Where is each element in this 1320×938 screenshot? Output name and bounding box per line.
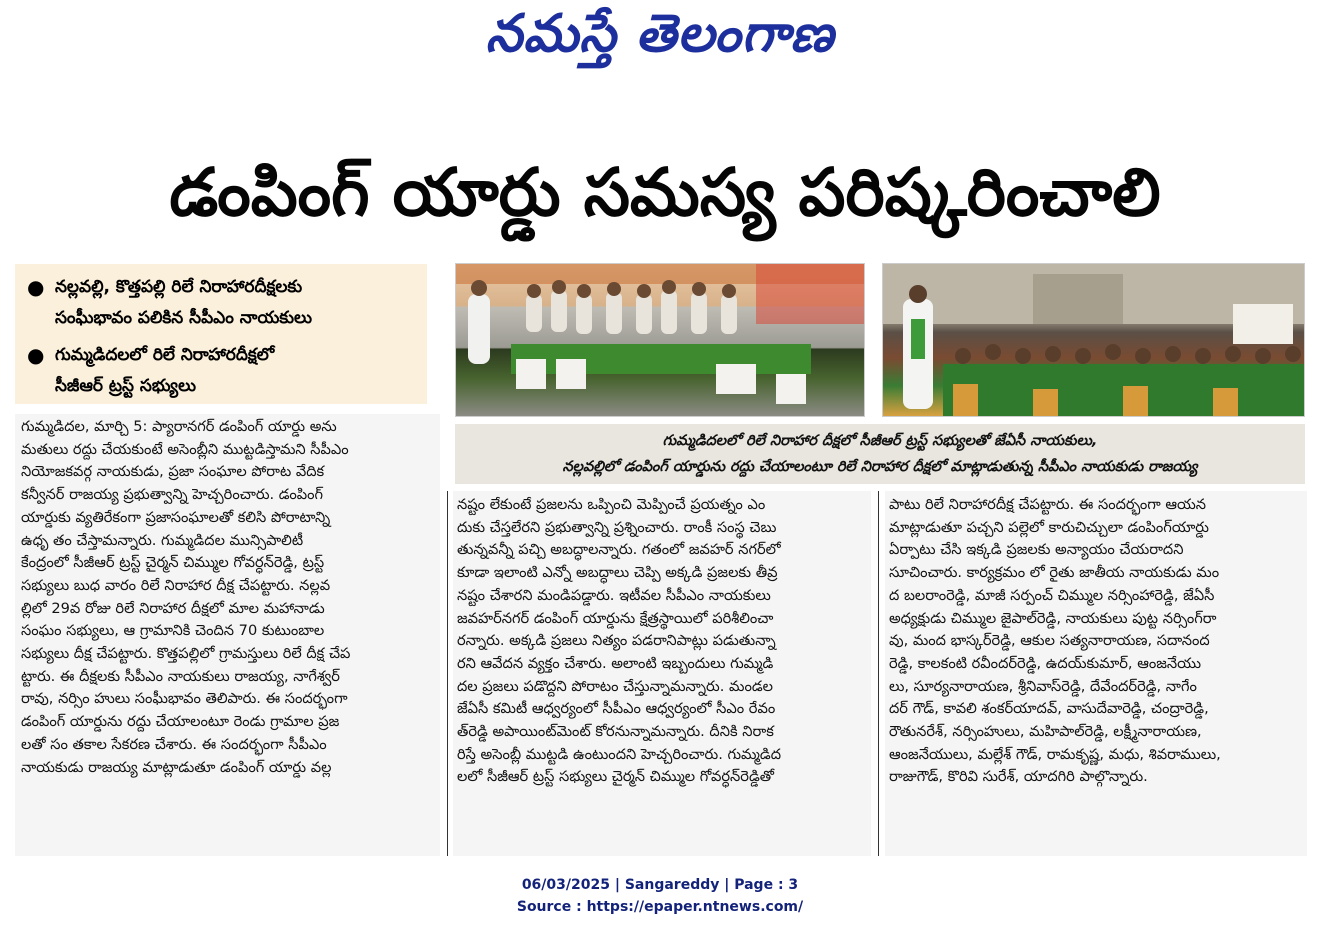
article-line: త్‌రెడ్డి అపాయింట్‌మెంట్ కోరనున్నామన్నారు. దీనికి నిరాక bbox=[457, 723, 774, 741]
caption-line: గుమ్మడిదలలో రిలే నిరాహార దీక్షలో సీజీఆర్ ట్రస్ట్ సభ్యులతో జేఏసీ నాయకులు, bbox=[662, 433, 1098, 449]
article-line: రాజుగౌడ్, కొరివి సురేశ్, యాదగిరి పాల్గొన్నారు. bbox=[889, 768, 1148, 786]
bullet-icon: ● bbox=[27, 343, 45, 367]
article-line: రిస్తే అసెంబ్లీ ముట్టడి ఉంటుందని హెచ్చరించారు. గుమ్మడిద bbox=[457, 745, 782, 763]
article-line: కేంద్రంలో సీజీఆర్ ట్రస్ట్ చైర్మన్ చిమ్ముల గోవర్ధన్‌రెడ్డి, ట్రస్ట్ bbox=[21, 554, 325, 572]
article-line: మతులు రద్దు చేయకుంటే అసెంబ్లీని ముట్టడిస్తామని సీపీఎం bbox=[21, 440, 349, 458]
article-line: ఏర్పాటు చేసి ఇక్కడి ప్రజలకు అన్యాయం చేయరాదని bbox=[889, 541, 1184, 559]
article-line: రెడ్డి, కాలకంటి రవీందర్‌రెడ్డి, ఉదయ్‌కుమార్, ఆంజనేయు bbox=[889, 654, 1201, 672]
photo-speaker-crowd bbox=[882, 263, 1305, 417]
column-divider bbox=[878, 491, 879, 856]
headline bbox=[20, 140, 1310, 245]
headline-text: డంపింగ్ యార్డు సమస్య పరిష్కరించాలి bbox=[169, 153, 1161, 231]
article-line: రని ఆవేదన వ్యక్తం చేశారు. అలాంటి ఇబ్బందులు గుమ్మడి bbox=[457, 654, 774, 672]
article-line: నష్టం చేశారని మండిపడ్డారు. ఇటీవల సీపీఎం నాయకులు bbox=[457, 586, 771, 604]
article-line: కూడా ఇలాంటి ఎన్నో అబద్ధాలు చెప్పి అక్కడి ప్రజలకు తీవ్ర bbox=[457, 564, 778, 582]
article-line: నియోజకవర్గ నాయకుడు, ప్రజా సంఘాల పోరాట వేదిక bbox=[21, 463, 325, 481]
article-line: రౌతునరేశ్, నర్సింహులు, మహిపాల్‌రెడ్డి, లక్ష్మీనారాయణ, bbox=[889, 723, 1202, 741]
bullet-icon: ● bbox=[27, 275, 45, 299]
article-line: నష్టం లేకుంటే ప్రజలను ఒప్పించి మెప్పించే ప్రయత్నం ఎం bbox=[457, 496, 766, 513]
column-divider bbox=[447, 491, 448, 856]
photo-caption bbox=[455, 424, 1305, 484]
highlights-box bbox=[15, 264, 427, 404]
masthead-title: నమస్తే తెలంగాణ bbox=[485, 3, 835, 64]
article-line: ఆంజనేయులు, మల్లేశ్ గౌడ్, రామకృష్ణ, మధు, శివరాములు, bbox=[889, 745, 1221, 763]
footer-dateline: 06/03/2025 | Sangareddy | Page : 3 bbox=[521, 877, 799, 893]
article-column-right bbox=[885, 491, 1307, 856]
article-column-middle bbox=[453, 491, 871, 856]
highlight-item bbox=[27, 340, 417, 402]
article-line: దల ప్రజలు పడొద్దని పోరాటం చేస్తున్నామన్నారు. మండల bbox=[457, 677, 773, 695]
article-line: గుమ్మడిదల, మార్చి 5: ప్యారానగర్ డంపింగ్ యార్డు అను bbox=[21, 418, 337, 435]
footer-source: Source : https://epaper.ntnews.com/ bbox=[516, 899, 804, 915]
article-line: ఉధృ తం చేస్తామన్నారు. గుమ్మడిదల మున్సిపాలిటీ bbox=[21, 531, 304, 549]
article-line: లలో సీజీఆర్ ట్రస్ట్ సభ్యులు చైర్మన్ చిమ్ముల గోవర్ధన్‌రెడ్డితో bbox=[457, 768, 774, 786]
masthead-logo bbox=[420, 4, 900, 76]
article-line: అధ్యక్షుడు చిమ్ముల జైపాల్‌రెడ్డి, నాయకులు పుట్ట నర్సింగ్‌రా bbox=[889, 609, 1217, 627]
article-line: రన్నారు. అక్కడి ప్రజలు నిత్యం పడరానిపాట్లు పడుతున్నా bbox=[457, 632, 776, 650]
article-line: ల్లిలో 29వ రోజు రిలే నిరాహార దీక్షలో మాల మహానాడు bbox=[21, 599, 325, 617]
article-line: లు, సూర్యనారాయణ, శ్రీనివాస్‌రెడ్డి, దేవేందర్‌రెడ్డి, నాగేం bbox=[889, 677, 1197, 695]
article-line: రావు, నర్సిం హులు సంఘీభావం తెలిపారు. ఈ సందర్భంగా bbox=[21, 690, 348, 708]
article-line: వు, మంద భాస్కర్‌రెడ్డి, ఆకుల సత్యనారాయణ, సదానంద bbox=[889, 632, 1210, 650]
article-line: తున్నవన్నీ పచ్చి అబద్ధాలన్నారు. గతంలో జవహర్ నగర్‌లో bbox=[457, 541, 781, 559]
article-line: సూచించారు. కార్యక్రమం లో రైతు జాతీయ నాయకుడు మం bbox=[889, 564, 1220, 582]
article-line: నాయకుడు రాజయ్య మాట్లాడుతూ డంపింగ్ యార్డు వల్ల bbox=[21, 758, 332, 776]
article-line: డంపింగ్ యార్డును రద్దు చేయాలంటూ రెండు గ్రామాల ప్రజ bbox=[21, 713, 340, 731]
caption-line: నల్లవల్లిలో డంపింగ్ యార్డును రద్దు చేయాలంటూ రిలే నిరాహార దీక్షలో మాట్లాడుతున్న సీపీఎం నాయకుడు రాజయ్య bbox=[562, 459, 1198, 475]
article-line: జేఏసీ కమిటీ ఆధ్వర్యంలో సీపీఎం ఆధ్వర్యంలో సీఎం రేవం bbox=[457, 700, 776, 718]
article-line: మాట్లాడుతూ పచ్చని పల్లెలో కారుచిచ్చులా డంపింగ్‌యార్డు bbox=[889, 518, 1209, 536]
article-line: ట్టారు. ఈ దీక్షలకు సీపీఎం నాయకులు రాజయ్య, నాగేశ్వర్ bbox=[21, 667, 340, 685]
photo-protest-group bbox=[455, 263, 865, 417]
article-line: పాటు రిలే నిరాహారదీక్ష చేపట్టారు. ఈ సందర్భంగా ఆయన bbox=[889, 496, 1207, 513]
highlight-line: సంఘీభావం పలికిన సీపీఎం నాయకులు bbox=[55, 308, 312, 328]
article-line: సంఘం సభ్యులు, ఆ గ్రామానికి చెందిన 70 కుటుంబాల bbox=[21, 622, 325, 640]
page-footer bbox=[400, 874, 920, 918]
article-line: సభ్యులు దీక్ష చేపట్టారు. కొత్తపల్లిలో గ్రామస్తులు రిలే దీక్ష చేప bbox=[21, 645, 351, 663]
article-column-left bbox=[15, 414, 440, 856]
highlight-line: నల్లవల్లి, కొత్తపల్లి రిలే నిరాహారదీక్షలకు bbox=[55, 277, 303, 297]
article-line: కన్వీనర్ రాజయ్య ప్రభుత్వాన్ని హెచ్చరించారు. డంపింగ్ bbox=[21, 486, 324, 504]
article-line: సభ్యులు బుధ వారం రిలే నిరాహార దీక్ష చేపట్టారు. నల్లవ bbox=[21, 576, 331, 594]
highlight-item bbox=[27, 272, 417, 334]
highlight-line: గుమ్మడిదలలో రిలే నిరాహారదీక్షలో bbox=[55, 345, 275, 365]
article-line: ద బలరాంరెడ్డి, మాజీ సర్పంచ్ చిమ్ముల నర్సింహారెడ్డి, జేఏసీ bbox=[889, 586, 1215, 604]
article-line: యార్డుకు వ్యతిరేకంగా ప్రజాసంఘాలతో కలిసి పోరాటాన్ని bbox=[21, 508, 331, 526]
article-line: దుకు చేస్తలేరని ప్రభుత్వాన్ని ప్రశ్నించారు. రాంకీ సంస్థ చెబు bbox=[457, 518, 777, 536]
article-line: లతో సం తకాల సేకరణ చేశారు. ఈ సందర్భంగా సీపీఎం bbox=[21, 735, 327, 753]
highlight-line: సీజీఆర్ ట్రస్ట్ సభ్యులు bbox=[55, 376, 197, 396]
article-line: జవహర్‌నగర్ డంపింగ్ యార్డును క్షేత్రస్థాయిలో పరిశీలించా bbox=[457, 609, 774, 627]
article-line: దర్ గౌడ్, కావలి శంకర్‌యాదవ్, వాసుదేవారెడ్డి, చంద్రారెడ్డి, bbox=[889, 700, 1209, 718]
